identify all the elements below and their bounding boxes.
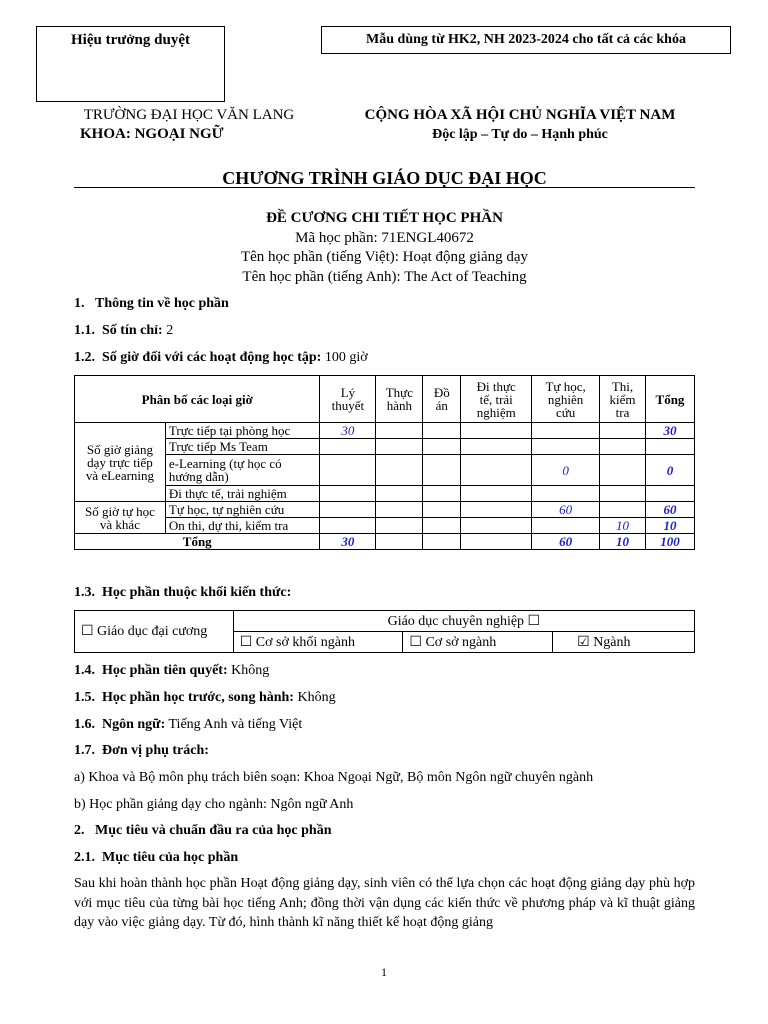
hours-header-row: [75, 376, 695, 423]
unit-b-line: b) Học phần giảng dạy cho ngành: Ngôn ngữ Anh: [74, 797, 354, 812]
language-line: [74, 716, 302, 734]
faculty-name: KHOA: NGOẠI NGỮ: [80, 126, 224, 142]
row-label: [165, 455, 320, 486]
title-underline: [74, 187, 695, 188]
professional-education-option[interactable]: Giáo dục chuyên nghiệp ☐: [233, 611, 694, 632]
grand-total: 100: [645, 534, 694, 550]
section-number: 2.: [74, 823, 85, 838]
theory-cell: [320, 455, 376, 486]
exam-cell: [600, 423, 646, 439]
prior-course-label: Học phần học trước, song hành:: [102, 690, 294, 705]
header-field: [461, 376, 532, 423]
header-text: nghiên: [547, 391, 584, 407]
group-direct-label: [75, 423, 166, 502]
exam-cell: [600, 486, 646, 502]
header-text: tế, trải: [479, 391, 513, 407]
hours-table: [74, 375, 695, 550]
knowledge-block-label: Học phần thuộc khối kiến thức:: [102, 585, 292, 600]
knowledge-block-line: [74, 584, 291, 602]
hours-label: Số giờ đối với các hoạt động học tập:: [102, 350, 322, 365]
self-cell: 60: [532, 502, 600, 518]
section-number: 1.4.: [74, 663, 95, 678]
header-alloc: Phân bố các loại giờ: [75, 376, 320, 423]
row-label: On thi, dự thi, kiểm tra: [165, 518, 320, 534]
theory-cell: [320, 439, 376, 455]
empty-cell: [461, 502, 532, 518]
section-number: 1.5.: [74, 690, 95, 705]
empty-cell: [423, 518, 461, 534]
self-cell: [532, 486, 600, 502]
hours-line: [74, 349, 368, 367]
group-text: và khác: [99, 516, 140, 532]
table-row: [75, 439, 695, 455]
group-self-label: [75, 502, 166, 534]
table-row: [75, 486, 695, 502]
template-note-text: Mẫu dùng từ HK2, NH 2023-2024 cho tất cả các khóa: [366, 32, 686, 47]
credits-line: [74, 322, 173, 340]
course-code: Mã học phần: 71ENGL40672: [295, 229, 474, 246]
header-practice: [376, 376, 423, 423]
empty-cell: [423, 423, 461, 439]
empty-cell: [376, 534, 423, 550]
section-number: 1.: [74, 296, 85, 311]
template-note: [321, 26, 731, 54]
empty-cell: [461, 486, 532, 502]
header-text: Thực: [385, 385, 413, 400]
total-cell: 0: [645, 455, 694, 486]
major-option[interactable]: ☑ Ngành: [553, 632, 695, 653]
header-text: hành: [386, 398, 412, 413]
table-row: [75, 455, 695, 486]
empty-cell: [461, 423, 532, 439]
empty-cell: [461, 534, 532, 550]
row-label: Đi thực tế, trải nghiệm: [165, 486, 320, 502]
empty-cell: [376, 455, 423, 486]
exam-cell: [600, 502, 646, 518]
theory-total: 30: [320, 534, 376, 550]
header-text: án: [435, 398, 448, 413]
section-number: 1.3.: [74, 585, 95, 600]
knowledge-table: [74, 610, 695, 653]
header-text: thuyết: [331, 398, 365, 413]
total-cell: 60: [645, 502, 694, 518]
header-exam: [600, 376, 646, 423]
header-project: [423, 376, 461, 423]
national-header: [345, 106, 695, 145]
row-label-text: hướng dẫn): [168, 469, 229, 484]
base-group-option[interactable]: ☐ Cơ sở khối ngành: [233, 632, 403, 653]
total-cell: [645, 486, 694, 502]
section-number: 1.1.: [74, 323, 95, 338]
header-text: Tự học,: [545, 378, 586, 394]
page-number: 1: [381, 965, 387, 979]
header-text: Đồ: [433, 385, 450, 400]
exam-cell: [600, 455, 646, 486]
row-label: Trực tiếp Ms Team: [165, 439, 320, 455]
exam-cell: 10: [600, 518, 646, 534]
nation-name: CỘNG HÒA XÃ HỘI CHỦ NGHĨA VIỆT NAM: [364, 107, 676, 123]
section-title: Mục tiêu và chuẩn đầu ra của học phần: [95, 823, 332, 838]
syllabus-title: ĐỀ CƯƠNG CHI TIẾT HỌC PHẦN: [266, 210, 503, 226]
prerequisite-value: Không: [227, 663, 270, 678]
group-text: Số giờ giảng: [86, 441, 153, 457]
base-major-option[interactable]: ☐ Cơ sở ngành: [403, 632, 553, 653]
empty-cell: [423, 534, 461, 550]
row-label: Tự học, tự nghiên cứu: [165, 502, 320, 518]
institution-block: [74, 106, 304, 144]
empty-cell: [376, 423, 423, 439]
hours-value: 100 giờ: [321, 350, 368, 365]
empty-cell: [423, 502, 461, 518]
university-name: TRƯỜNG ĐẠI HỌC VĂN LANG: [83, 107, 295, 123]
section-number: 1.6.: [74, 717, 95, 732]
total-row-label: Tổng: [75, 534, 320, 550]
self-cell: [532, 518, 600, 534]
prerequisite-line: [74, 662, 269, 680]
course-name-vi: Tên học phần (tiếng Việt): Hoạt động giảng dạy: [240, 249, 529, 265]
language-label: Ngôn ngữ:: [102, 717, 166, 732]
table-row: [75, 611, 695, 632]
theory-cell: [320, 502, 376, 518]
self-cell: 0: [532, 455, 600, 486]
credits-label: Số tín chỉ:: [102, 323, 163, 338]
header-text: Lý: [340, 385, 356, 400]
row-label: Trực tiếp tại phòng học: [165, 423, 320, 439]
prior-course-value: Không: [293, 690, 336, 705]
general-education-option[interactable]: ☐ Giáo dục đại cương: [75, 611, 234, 653]
self-cell: [532, 423, 600, 439]
course-name-en: Tên học phần (tiếng Anh): The Act of Teaching: [242, 268, 527, 285]
total-row: [75, 534, 695, 550]
table-row: [75, 518, 695, 534]
empty-cell: [376, 518, 423, 534]
section-2-heading: [74, 822, 331, 840]
objective-paragraph: Sau khi hoàn thành học phần Hoạt động giảng dạy, sinh viên có thể lựa chọn các hoạt động giảng dạy phù hợp với mục tiêu của từng bài học tiếng Anh; đồng thời vận dụng các kiến thức về phương pháp và kĩ thuật giảng dạy vào việc giảng dạy. Từ đó, hình thành kĩ năng thiết kế hoạt động giảng: [74, 876, 695, 930]
header-text: Thi,: [611, 378, 634, 394]
empty-cell: [376, 486, 423, 502]
header-text: kiểm: [609, 391, 636, 407]
language-value: Tiếng Anh và tiếng Việt: [165, 717, 303, 732]
credits-value: 2: [162, 323, 174, 338]
section-2-1-heading: [74, 849, 238, 867]
header-self-study: [532, 376, 600, 423]
row-label-text: e-Learning (tự học có: [168, 456, 282, 471]
unit-a-line: a) Khoa và Bộ môn phụ trách biên soạn: Khoa Ngoại Ngữ, Bộ môn Ngôn ngữ chuyên ngành: [74, 770, 594, 785]
empty-cell: [423, 486, 461, 502]
prerequisite-label: Học phần tiên quyết:: [102, 663, 228, 678]
header-text: nghiệm: [476, 404, 516, 420]
self-cell: [532, 439, 600, 455]
header-total: Tổng: [645, 376, 694, 423]
empty-cell: [376, 439, 423, 455]
section-title: Thông tin về học phần: [95, 296, 229, 311]
header-theory: [320, 376, 376, 423]
header-text: cứu: [555, 404, 576, 420]
empty-cell: [461, 455, 532, 486]
exam-total: 10: [600, 534, 646, 550]
approval-label: Hiệu trưởng duyệt: [71, 32, 190, 48]
group-text: dạy trực tiếp: [87, 454, 153, 470]
table-row: [75, 502, 695, 518]
unit-label: Đơn vị phụ trách:: [102, 743, 209, 758]
prior-course-line: [74, 689, 336, 707]
empty-cell: [461, 518, 532, 534]
total-cell: 10: [645, 518, 694, 534]
empty-cell: [423, 439, 461, 455]
total-cell: 30: [645, 423, 694, 439]
theory-cell: [320, 518, 376, 534]
section-1-heading: [74, 295, 229, 313]
header-text: tra: [615, 404, 630, 420]
section-number: 1.7.: [74, 743, 95, 758]
empty-cell: [376, 502, 423, 518]
theory-cell: [320, 486, 376, 502]
unit-line: [74, 742, 209, 760]
empty-cell: [423, 455, 461, 486]
section-number: 1.2.: [74, 350, 95, 365]
section-number: 2.1.: [74, 850, 95, 865]
empty-cell: [461, 439, 532, 455]
group-text: Số giờ tự học: [84, 503, 155, 519]
approval-box: [36, 26, 225, 102]
nation-motto: Độc lập – Tự do – Hạnh phúc: [432, 127, 608, 142]
theory-cell: 30: [320, 423, 376, 439]
section-title: Mục tiêu của học phần: [102, 850, 239, 865]
exam-cell: [600, 439, 646, 455]
table-row: [75, 423, 695, 439]
group-text: và eLearning: [85, 467, 155, 483]
program-title: CHƯƠNG TRÌNH GIÁO DỤC ĐẠI HỌC: [222, 168, 547, 188]
total-cell: [645, 439, 694, 455]
self-total: 60: [532, 534, 600, 550]
header-text: Đi thực: [476, 378, 516, 394]
syllabus-info: [74, 209, 695, 287]
